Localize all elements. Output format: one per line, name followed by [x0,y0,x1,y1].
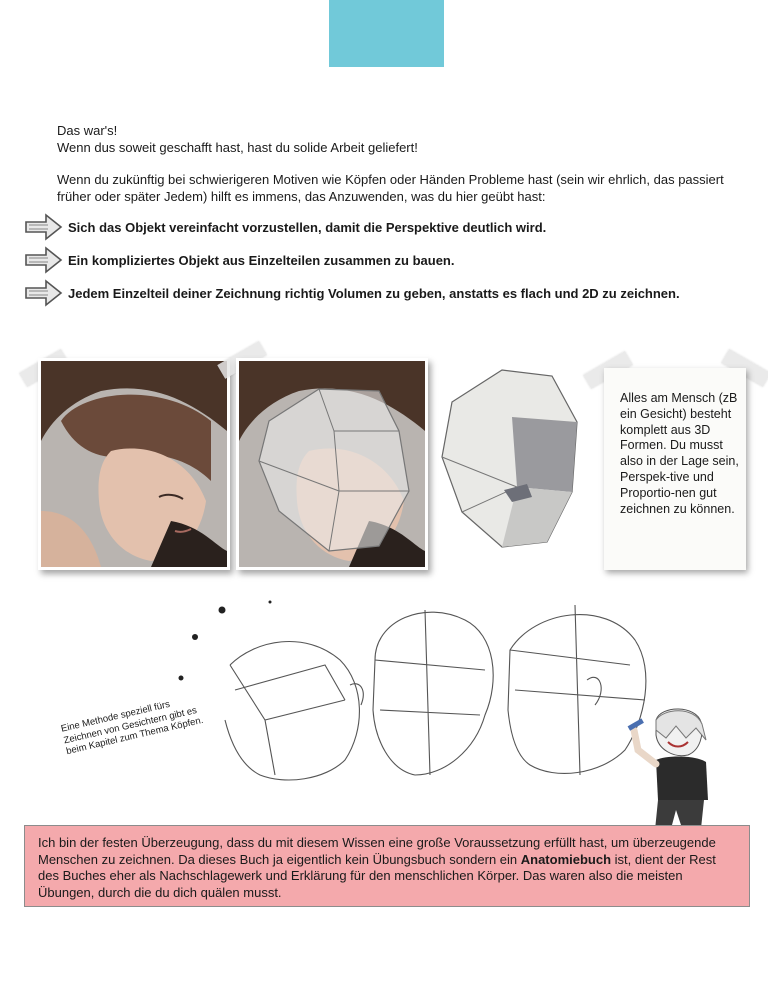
summary-text-2: ist, dient der Rest des Buches eher als Nachschlagewerk und Erklärung für den menschlichen Körper. Das waren also die meisten Übungen, durch die du dich quälen musst. [38,851,716,900]
summary-bold: Anatomiebuch [520,851,612,867]
note-text: Alles am Mensch (zB ein Gesicht) besteht komplett aus 3D Formen. Du musst also in der Lage sein, Perspek-tive und Proportio-nen gut zeichnen zu können. [620,391,739,516]
head-photo-overlay [236,358,428,570]
3d-head-model [432,362,582,552]
intro-paragraph: Wenn du zukünftig bei schwierigeren Motiven wie Köpfen oder Händen Probleme hast (sein wir ehrlich, das passiert früher oder später Jedem) hilft es immens, das Anzuwenden, was du hier geübt hast: [57,172,724,204]
ink-splatter [170,592,290,687]
summary-text-1: Ich bin der festen Überzeugung, dass du mit diesem Wissen eine große Voraussetzung erfüllt hast, um überzeugende Menschen zu zeichnen. Da dieses Buch ja eigentlich kein Übungsbuch sondern ein [38,835,716,867]
intro-text [57,122,737,220]
intro-line1: Das war's! [57,123,118,138]
bullet-item [24,243,744,277]
bullet-item [24,210,744,244]
bullet-item [24,276,744,310]
arrow-right-icon [24,245,64,275]
arrow-right-icon [24,212,64,242]
bullet-text: Ein kompliziertes Objekt aus Einzelteilen zusammen zu bauen. [68,252,455,268]
bullet-text: Sich das Objekt vereinfacht vorzustellen, damit die Perspektive deutlich wird. [68,219,547,235]
arrow-right-icon [24,278,64,308]
chapter-tab [329,0,444,67]
head-photo [38,358,230,570]
bullet-text: Jedem Einzelteil deiner Zeichnung richtig Volumen zu geben, anstatts es flach und 2D zu zeichnen. [68,285,680,301]
sticky-note [604,368,746,570]
method-caption: Eine Methode speziell fürs Zeichnen von Gesichtern gibt es beim Kapitel zum Thema Köpfen. [60,698,205,758]
summary-box [24,825,750,907]
intro-line2: Wenn dus soweit geschafft hast, hast du solide Arbeit geliefert! [57,140,418,155]
